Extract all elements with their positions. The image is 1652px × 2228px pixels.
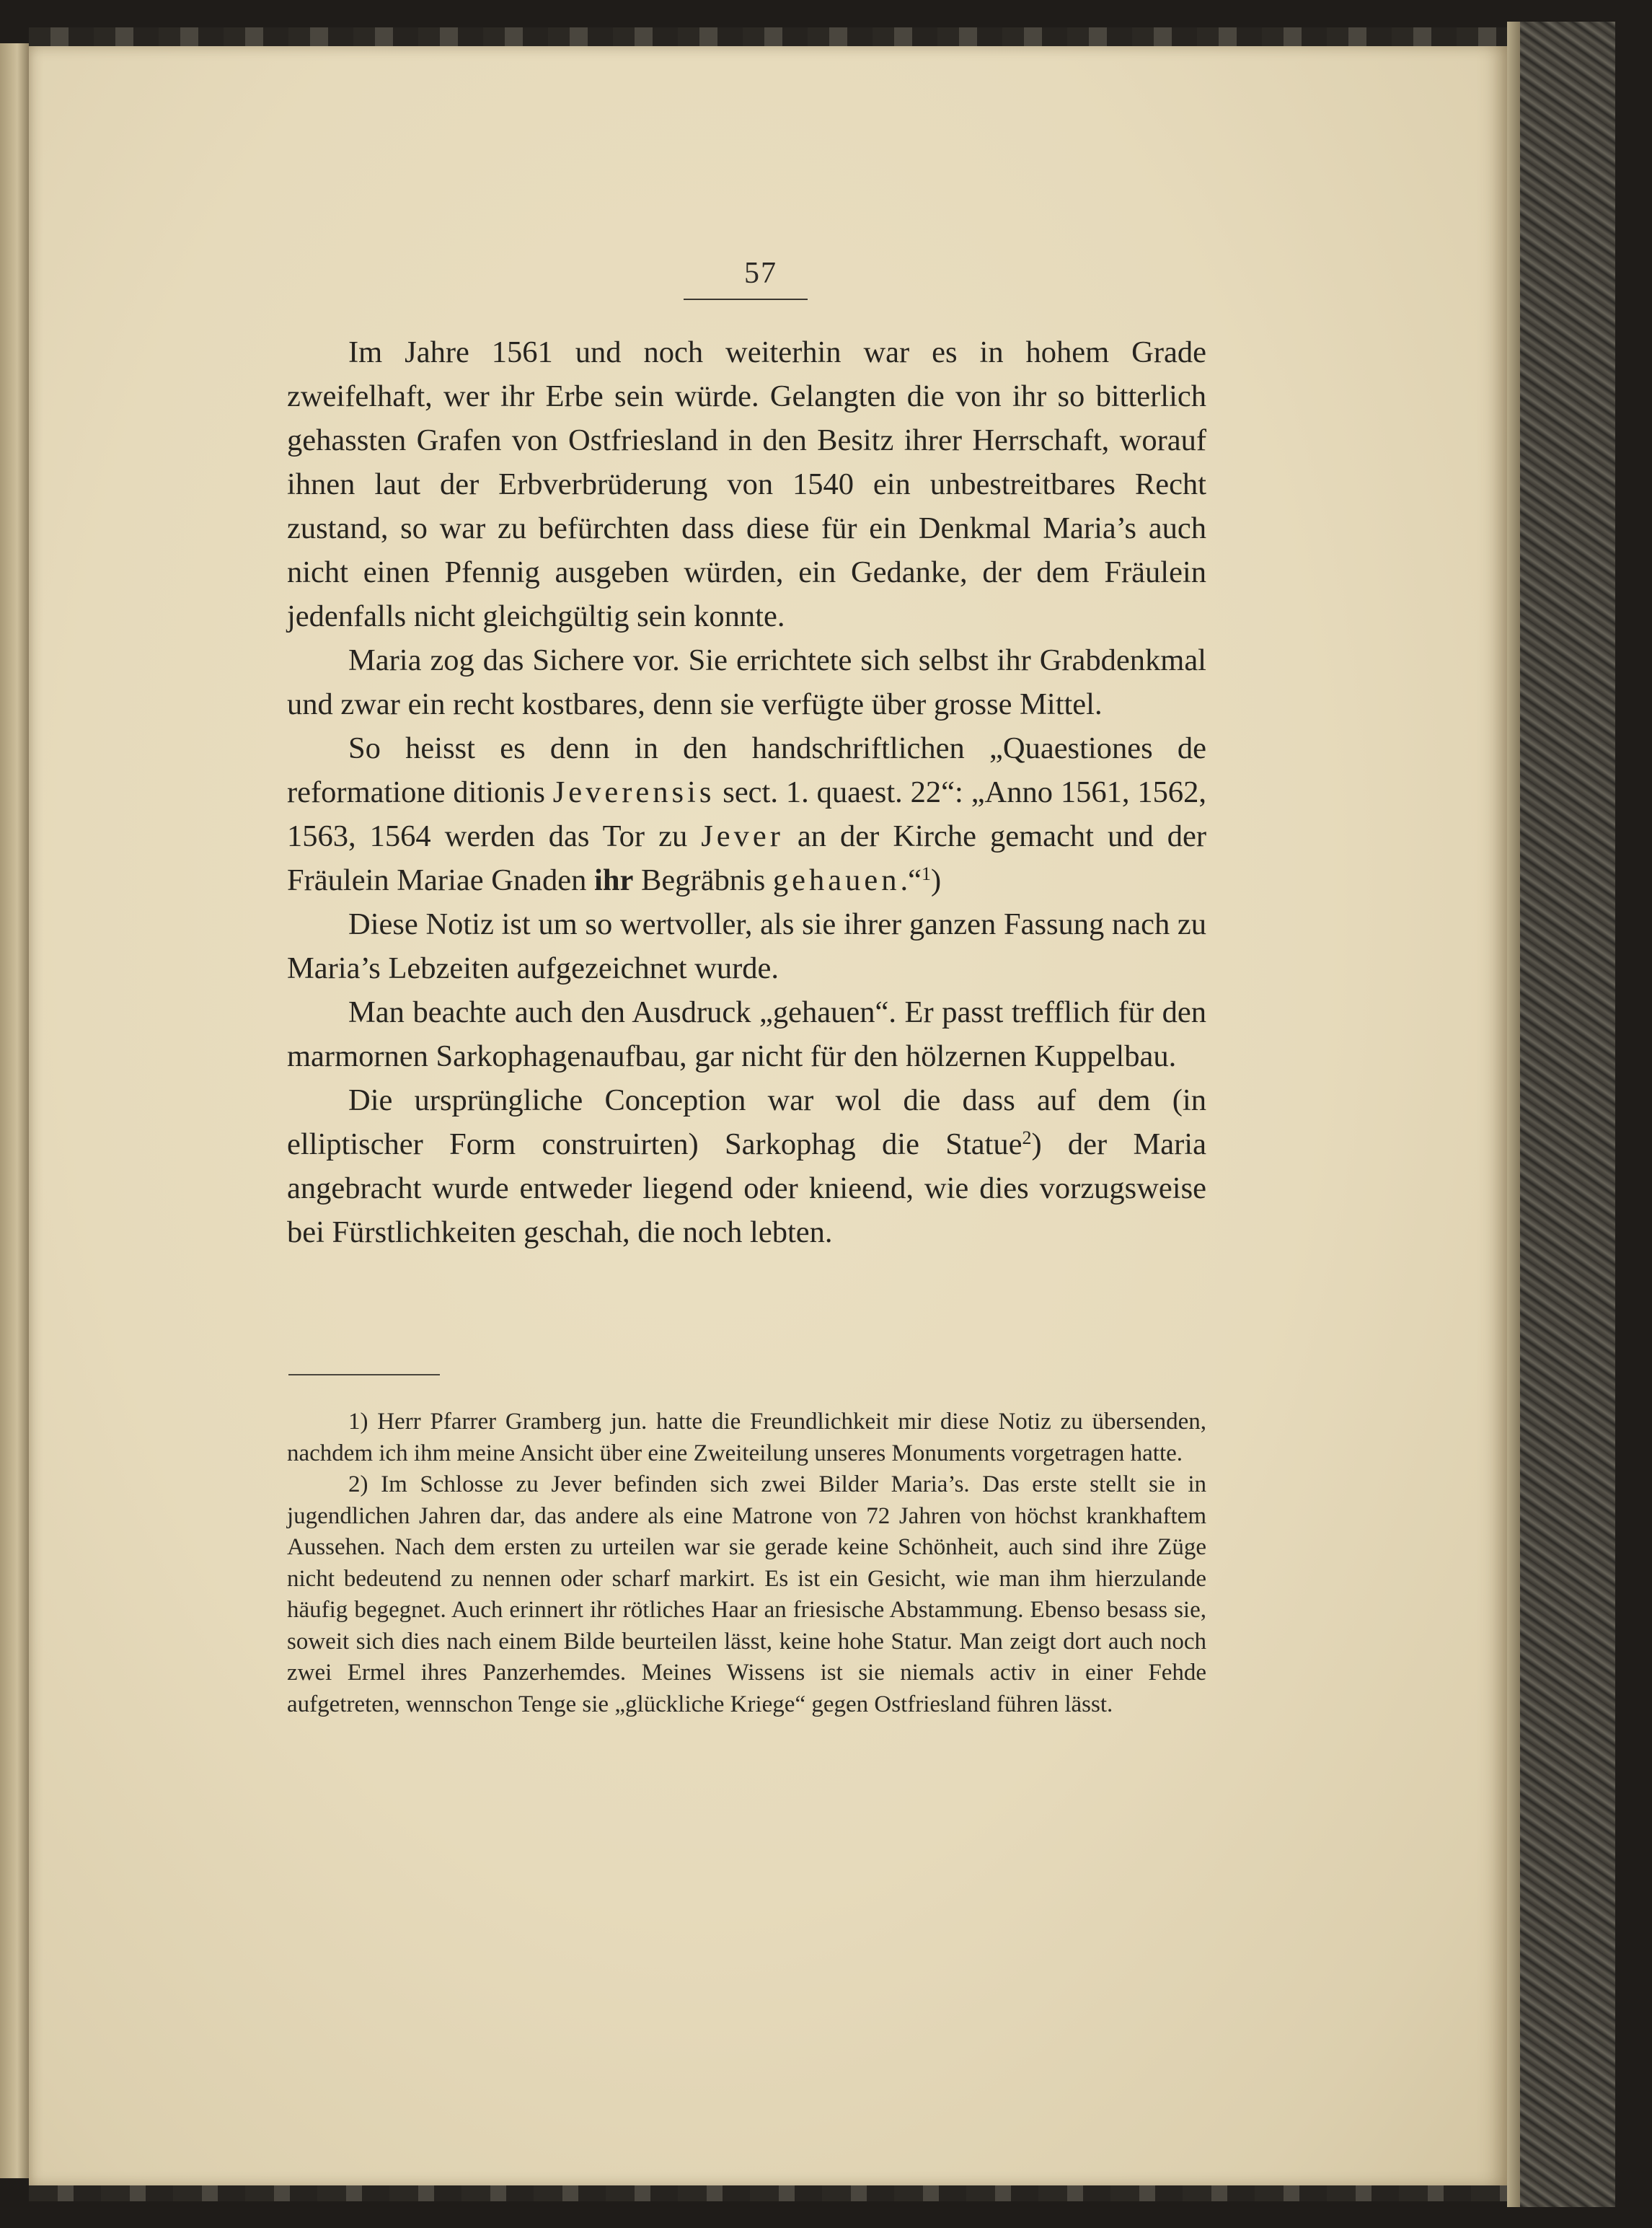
footnote-1: 1) Herr Pfarrer Gramberg jun. hatte die Freundlichkeit mir diese Notiz zu übersenden, nachdem ich ihm meine Ansicht über eine Zweiteilung unseres Monuments vorgetragen hatte. <box>287 1409 1206 1466</box>
bottom-binding-edge <box>29 2185 1507 2201</box>
spaced-word: gehauen <box>772 863 901 897</box>
paragraph-3-text: So heisst es denn in den handschriftlichen „Quaestiones de reformatione ditionis <box>287 731 1206 809</box>
paragraph-3 <box>287 726 1206 902</box>
footnotes <box>287 1406 1206 1720</box>
paragraph-3-text: an der Kirche gemacht und der Fräulein Mariae Gnaden <box>287 819 1206 897</box>
paragraph-6-text: ) der Maria angebracht wurde entweder liegend oder knieend, wie dies vorzugsweise bei Fürstlichkeiten geschah, die noch lebten. <box>287 1127 1206 1249</box>
page-number: 57 <box>744 257 777 290</box>
bold-word: ihr <box>594 863 634 897</box>
paragraph-3-text: sect. 1. quaest. 22“: „Anno 1561, 1562, 1563, 1564 werden das Tor zu <box>287 775 1206 853</box>
footnote-2: 2) Im Schlosse zu Jever befinden sich zwei Bilder Maria’s. Das erste stellt sie in jugendlichen Jahren dar, das andere als eine Matrone von 72 Jahren von höchst krankhaftem Aussehen. Nach dem ersten zu urteilen war sie gerade keine Schönheit, auch sind ihre Züge nicht bedeutend zu nennen oder scharf markirt. Es ist ein Gesicht, wie man ihm hierzulande häufig begegnet. Auch erinnert ihr rötliches Haar an friesische Abstammung. Ebenso besass sie, soweit sich dies nach einem Bilde beurteilen lässt, keine hohe Statur. Man zeigt dort auch noch zwei Ermel ihres Panzerhemdes. Meines Wissens ist sie niemals activ in einer Fehde aufgetreten, wennschon Tenge sie „glückliche Kriege“ gegen Ostfriesland führen lässt. <box>287 1471 1206 1717</box>
spaced-word: Jever <box>701 819 784 853</box>
paragraph-6 <box>287 1078 1206 1254</box>
body-text <box>287 330 1206 1254</box>
paragraph-5: Man beachte auch den Ausdruck „gehauen“. Er passt trefflich für den marmornen Sarkophagenaufbau, gar nicht für den hölzernen Kuppelbau. <box>287 995 1206 1073</box>
marbled-cover-edge <box>1507 22 1615 2207</box>
adjacent-page-edge <box>0 43 29 2178</box>
top-binding-edge <box>29 27 1507 46</box>
footnote-ref-2: 2 <box>1022 1127 1032 1148</box>
paragraph-1: Im Jahre 1561 und noch weiterhin war es in hohem Grade zweifelhaft, wer ihr Erbe sein würde. Gelangten die von ihr so bitterlich gehassten Grafen von Ostfriesland in den Besitz ihrer Herrschaft, worauf ihnen laut der Erbverbrüderung von 1540 ein unbestreitbares Recht zustand, so war zu befürchten dass diese für ein Denkmal Maria’s auch nicht einen Pfennig ausgeben würden, ein Gedanke, der dem Fräulein jedenfalls nicht gleichgültig sein konnte. <box>287 335 1206 633</box>
spaced-word: Jeverensis <box>552 775 715 809</box>
paragraph-6-text: Die ursprüngliche Conception war wol die dass auf dem (in elliptischer Form construirten) Sarkophag die Statue <box>287 1083 1206 1161</box>
paragraph-4: Diese Notiz ist um so wertvoller, als sie ihrer ganzen Fassung nach zu Maria’s Lebzeiten aufgezeichnet wurde. <box>287 907 1206 985</box>
paragraph-3-text: .“ <box>900 863 922 897</box>
page-number-rule <box>684 299 808 300</box>
paragraph-3-text: ) <box>931 863 942 897</box>
footnote-ref-1: 1 <box>922 863 932 884</box>
paragraph-2: Maria zog das Sichere vor. Sie errichtete sich selbst ihr Grabdenkmal und zwar ein recht kostbares, denn sie verfügte über grosse Mittel. <box>287 643 1206 721</box>
footnote-rule <box>288 1374 440 1375</box>
paragraph-3-text: Begräbnis <box>633 863 773 897</box>
